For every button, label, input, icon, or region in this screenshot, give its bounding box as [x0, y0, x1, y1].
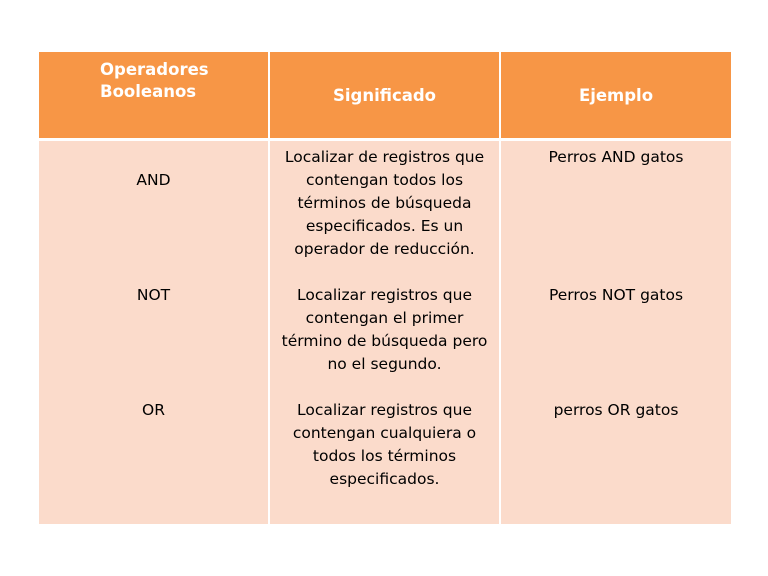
meaning-not: Localizar registros que contengan el primer término de búsqueda pero no el segundo. [281, 286, 488, 373]
header-operators [39, 52, 269, 140]
header-example-label: Ejemplo [578, 85, 654, 105]
operators-cell [39, 140, 269, 525]
boolean-operators-table [39, 52, 731, 524]
operator-or: OR [142, 401, 165, 419]
operator-and: AND [136, 171, 171, 189]
header-meaning [269, 52, 500, 140]
examples-cell [500, 140, 731, 525]
header-meaning-label: Significado [332, 85, 437, 105]
example-not: Perros NOT gatos [548, 286, 684, 304]
header-row [39, 52, 731, 140]
meanings-cell [269, 140, 500, 525]
operator-not: NOT [136, 286, 171, 304]
meaning-and: Localizar de registros que contengan todos los términos de búsqueda especificados. Es un operador de reducción. [284, 148, 485, 258]
example-and: Perros AND gatos [548, 148, 684, 166]
example-or: perros OR gatos [553, 401, 679, 419]
header-example [500, 52, 731, 140]
table [39, 52, 731, 524]
meaning-or: Localizar registros que contengan cualquiera o todos los términos especificados. [292, 401, 477, 488]
table-row [39, 140, 731, 525]
header-operators-label: Operadores Booleanos [100, 60, 209, 101]
